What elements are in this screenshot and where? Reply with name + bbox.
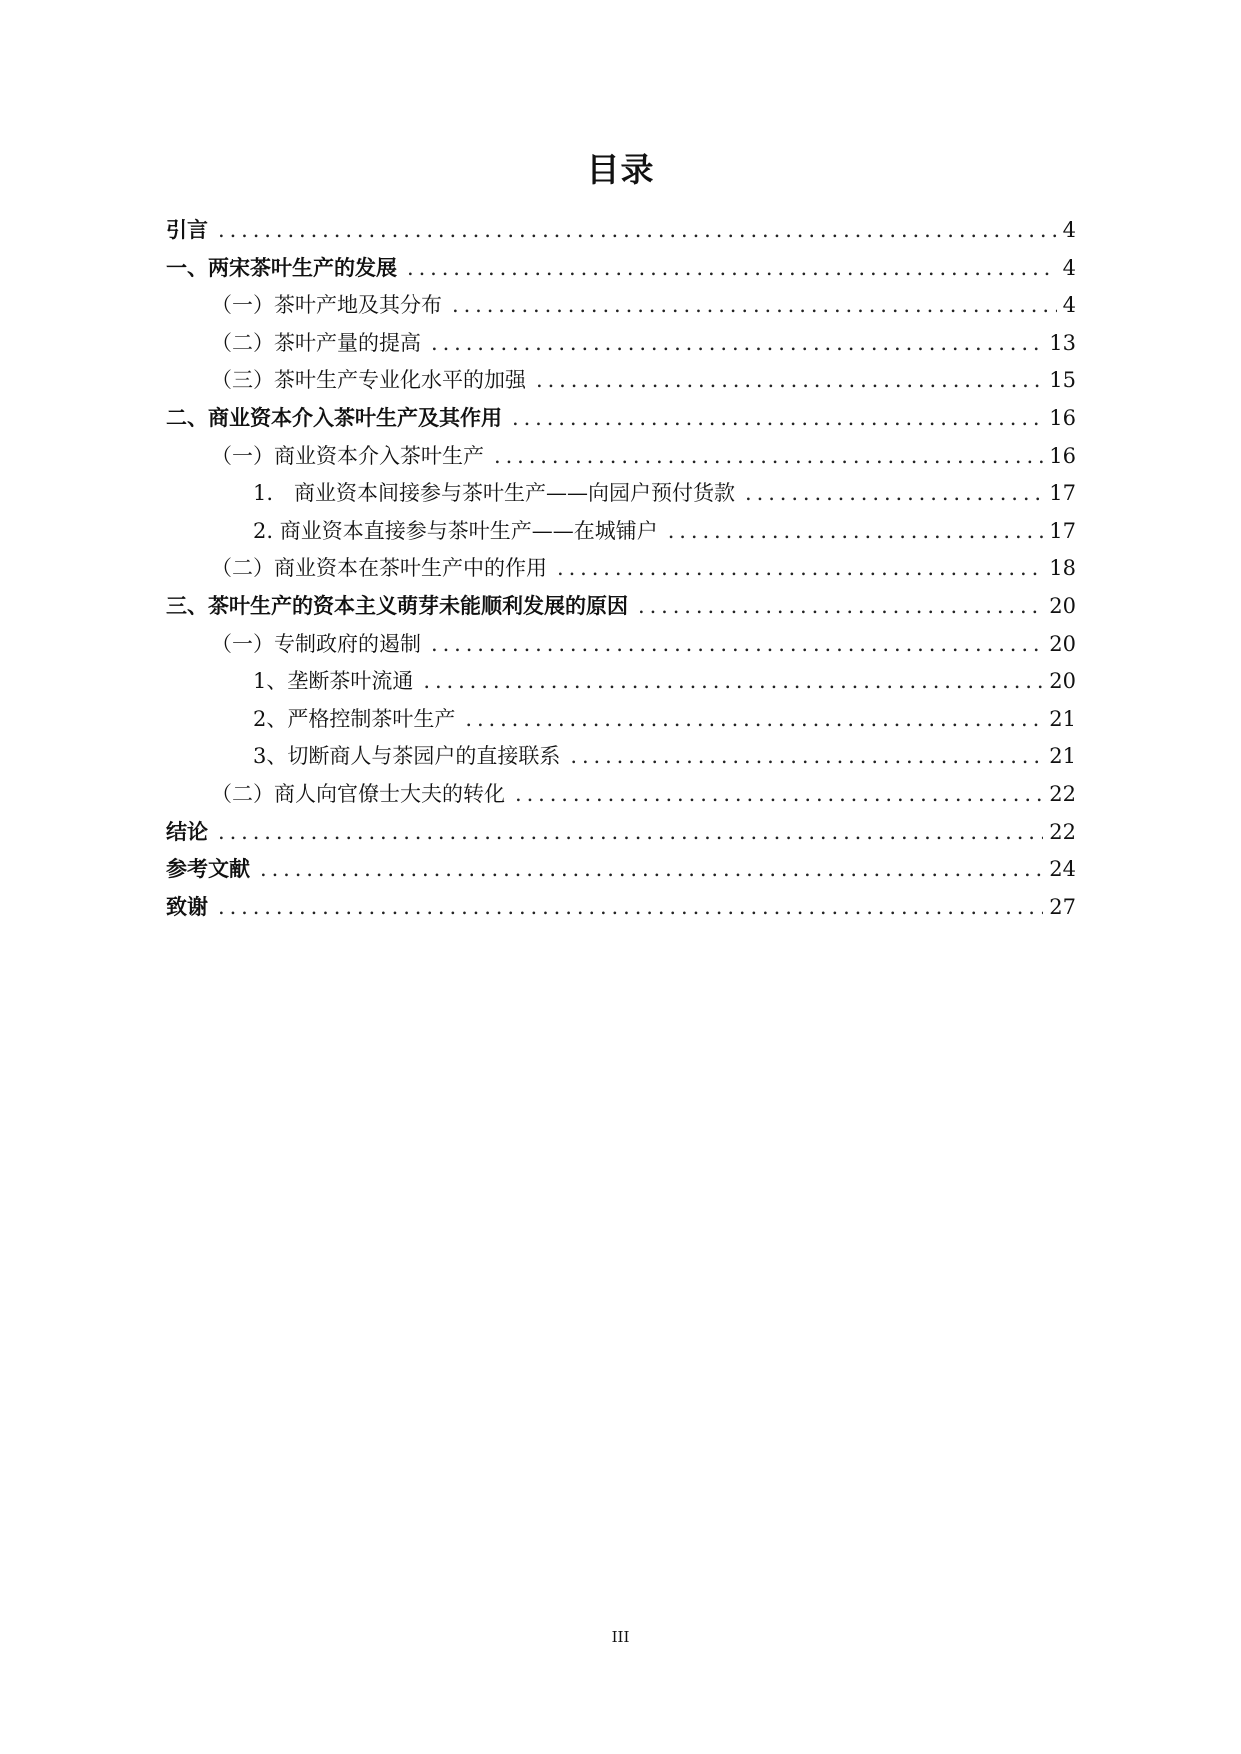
toc-dot-leader — [494, 438, 1043, 476]
toc-dot-leader — [431, 325, 1043, 363]
toc-entry[interactable] — [166, 701, 1076, 739]
toc-entry[interactable] — [166, 475, 1076, 513]
toc-entry-label: 致谢 — [166, 894, 208, 919]
toc-dot-leader — [218, 814, 1043, 852]
toc-entry-page: 4 — [1062, 218, 1076, 242]
toc-dot-leader — [536, 362, 1043, 400]
toc-entry-page: 24 — [1049, 857, 1076, 882]
toc-entry-label: （一）商业资本介入茶叶生产 — [211, 443, 484, 468]
toc-entry-page: 16 — [1049, 405, 1076, 430]
toc-entry-label: 1、垄断茶叶流通 — [253, 669, 414, 694]
toc-entry[interactable] — [166, 325, 1076, 363]
toc-entry-label: 3、切断商人与茶园户的直接联系 — [253, 744, 561, 769]
toc-dot-leader — [260, 851, 1043, 889]
toc-entry-page: 20 — [1049, 669, 1076, 694]
toc-entry-label: 一、两宋茶叶生产的发展 — [166, 255, 397, 280]
toc-entry[interactable] — [166, 851, 1076, 889]
toc-entry-page: 20 — [1049, 631, 1076, 656]
page-number: III — [611, 1628, 630, 1646]
toc-entry-label: 三、茶叶生产的资本主义萌芽未能顺利发展的原因 — [166, 593, 628, 618]
toc-dot-leader — [557, 550, 1043, 588]
toc-entry-page: 21 — [1049, 706, 1076, 731]
toc-entry-page: 17 — [1049, 518, 1076, 543]
toc-entry-label: （二）商业资本在茶叶生产中的作用 — [211, 556, 547, 581]
toc-entry[interactable] — [166, 250, 1076, 288]
toc-entry[interactable] — [166, 776, 1076, 814]
toc-entry[interactable] — [166, 400, 1076, 438]
table-of-contents — [166, 212, 1076, 926]
toc-entry-page: 22 — [1049, 781, 1076, 806]
toc-entry[interactable] — [166, 588, 1076, 626]
toc-entry-page: 21 — [1049, 744, 1076, 769]
toc-entry[interactable] — [166, 814, 1076, 852]
toc-dot-leader — [407, 250, 1057, 288]
toc-entry-label: （三）茶叶生产专业化水平的加强 — [211, 368, 526, 393]
toc-entry-label: （一）专制政府的遏制 — [211, 631, 421, 656]
toc-entry[interactable] — [166, 889, 1076, 927]
toc-entry-page: 18 — [1049, 556, 1076, 581]
toc-entry-label: （一）茶叶产地及其分布 — [211, 293, 442, 318]
toc-entry[interactable] — [166, 438, 1076, 476]
toc-dot-leader — [668, 513, 1044, 551]
toc-entry-page: 20 — [1049, 593, 1076, 618]
toc-entry[interactable] — [166, 663, 1076, 701]
toc-entry-page: 22 — [1049, 819, 1076, 844]
toc-dot-leader — [515, 776, 1043, 814]
toc-dot-leader — [465, 701, 1043, 739]
toc-dot-leader — [745, 475, 1043, 513]
toc-dot-leader — [512, 400, 1043, 438]
toc-entry[interactable] — [166, 513, 1076, 551]
toc-entry-page: 27 — [1049, 894, 1076, 919]
toc-dot-leader — [570, 738, 1043, 776]
toc-entry-label: 引言 — [166, 218, 208, 242]
toc-entry-label: 二、商业资本介入茶叶生产及其作用 — [166, 405, 502, 430]
toc-entry-label: 2、严格控制茶叶生产 — [253, 706, 456, 731]
toc-dot-leader — [452, 287, 1057, 325]
toc-entry-page: 4 — [1062, 255, 1076, 280]
toc-entry-label: 结论 — [166, 819, 208, 844]
toc-entry-label: 参考文献 — [166, 857, 250, 882]
toc-dot-leader — [218, 889, 1043, 927]
toc-entry[interactable] — [166, 626, 1076, 664]
toc-dot-leader — [638, 588, 1043, 626]
toc-entry-page: 13 — [1049, 330, 1076, 355]
toc-dot-leader — [431, 626, 1043, 664]
toc-entry[interactable] — [166, 287, 1076, 325]
toc-entry-page: 17 — [1049, 481, 1076, 506]
page-title: 目录 — [586, 150, 655, 189]
toc-entry-label: （二）茶叶产量的提高 — [211, 330, 421, 355]
toc-dot-leader — [218, 212, 1057, 250]
toc-entry-page: 15 — [1049, 368, 1076, 393]
toc-entry-page: 4 — [1062, 293, 1076, 318]
toc-entry[interactable] — [166, 362, 1076, 400]
toc-entry[interactable] — [166, 550, 1076, 588]
toc-entry-label: 2. 商业资本直接参与茶叶生产——在城铺户 — [253, 518, 658, 543]
toc-dot-leader — [423, 663, 1043, 701]
toc-entry[interactable] — [166, 212, 1076, 250]
toc-entry[interactable] — [166, 738, 1076, 776]
toc-entry-page: 16 — [1049, 443, 1076, 468]
toc-entry-label: 1. 商业资本间接参与茶叶生产——向园户预付货款 — [253, 481, 736, 506]
toc-entry-label: （二）商人向官僚士大夫的转化 — [211, 781, 505, 806]
